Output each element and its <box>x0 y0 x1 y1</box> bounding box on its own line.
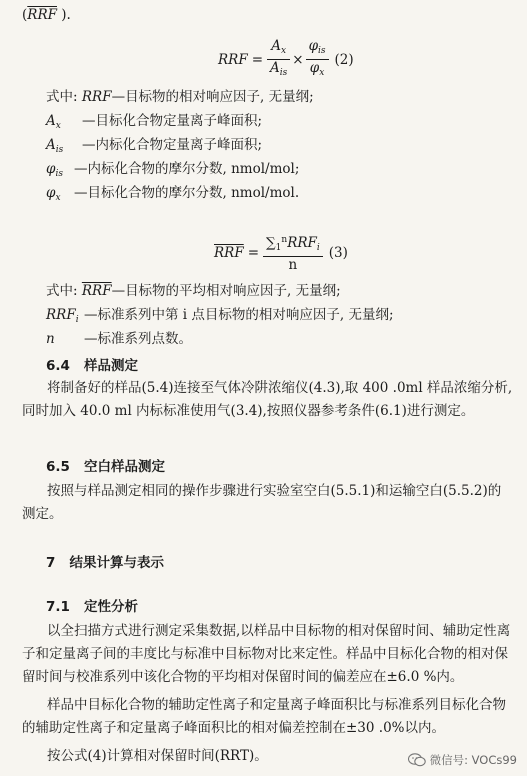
formula2-number: (2) <box>334 51 354 68</box>
def3-rrf-avg: 式中: $\overline{RRF}—$目标物的平均相对响应因子, 无量纲; <box>46 283 341 299</box>
watermark-text: 微信号: VOCs99 <box>429 753 517 767</box>
top-fragment: ($\overline{RRF}$ ). <box>22 7 71 23</box>
def3-rrfi: $RRF_i$ —标准系列中第 i 点目标物的相对响应因子, 无量纲; <box>46 307 394 325</box>
def2-ax: $A_x$ —目标化合物定量离子峰面积; <box>46 113 263 131</box>
section-7-1-heading: 7.1 定性分析 <box>46 599 139 615</box>
formula2-fraction-mole: $\frac{\varphi_{is}}{\varphi_x}$ <box>306 38 329 81</box>
def2-phi-is: $\varphi_{is}$ —内标化合物的摩尔分数, nmol/mol; <box>46 161 300 179</box>
def2-phi-x: $\varphi_x$ —目标化合物的摩尔分数, nmol/mol. <box>46 185 300 203</box>
formula2-fraction-area: $\frac{A_x}{A_{is}}$ <box>267 38 290 81</box>
section-6-4-heading: 6.4 样品测定 <box>46 358 139 374</box>
section-6-5-paragraph: 按照与样品测定相同的操作步骤进行实验室空白(5.5.1)和运输空白(5.5.2)的测定。 <box>22 483 502 522</box>
def2-rrf: 式中: RRF—目标物的相对响应因子, 无量纲; <box>46 89 314 105</box>
section-7-1-paragraph-2: 样品中目标化合物的辅助定性离子和定量离子峰面积比与标准系列目标化合物的辅助定性离子和定量离子峰面积比的相对偏差控制在±30 .0%以内。 <box>22 697 506 736</box>
formula-3: $\overline{RRF}$ = $\frac{\sum_1^nRRF_i}{n}$ (3) <box>214 232 348 273</box>
section-7-1-paragraph-1: 以全扫描方式进行测定采集数据,以样品中目标物的相对保留时间、辅助定性离子和定量离子间的丰度比与标准中目标物对比来定性。样品中目标化合物的相对保留时间与校准系列中该化合物的平均相对保留时间的偏差应在±6.0 %内。 <box>22 623 511 685</box>
section-6-4-paragraph: 将制备好的样品(5.4)连接至气体冷阱浓缩仪(4.3),取 400 .0ml 样品浓缩分析,同时加入 40.0 ml 内标标准使用气(3.4),按照仪器参考条件(6.1)进行测定。 <box>22 380 513 419</box>
section-7-heading: 7 结果计算与表示 <box>46 555 165 571</box>
formula-2: RRF = $\frac{A_x}{A_{is}}$ × $\frac{\varphi_{is}}{\varphi_x}$ (2) <box>218 38 354 81</box>
def2-ais: $A_{is}$ —内标化合物定量离子峰面积; <box>46 137 263 155</box>
formula3-lhs: $\overline{RRF}$ <box>214 244 244 261</box>
wechat-icon <box>408 753 426 767</box>
formula3-fraction: $\frac{\sum_1^nRRF_i}{n}$ <box>263 232 323 273</box>
formula2-lhs: RRF <box>218 51 248 68</box>
wechat-watermark <box>408 752 517 768</box>
section-6-5-heading: 6.5 空白样品测定 <box>46 459 166 475</box>
section-7-1-paragraph-3: 按公式(4)计算相对保留时间(RRT)。 <box>47 748 268 764</box>
formula3-number: (3) <box>328 244 348 261</box>
def3-n: n —标准系列点数。 <box>46 331 192 347</box>
